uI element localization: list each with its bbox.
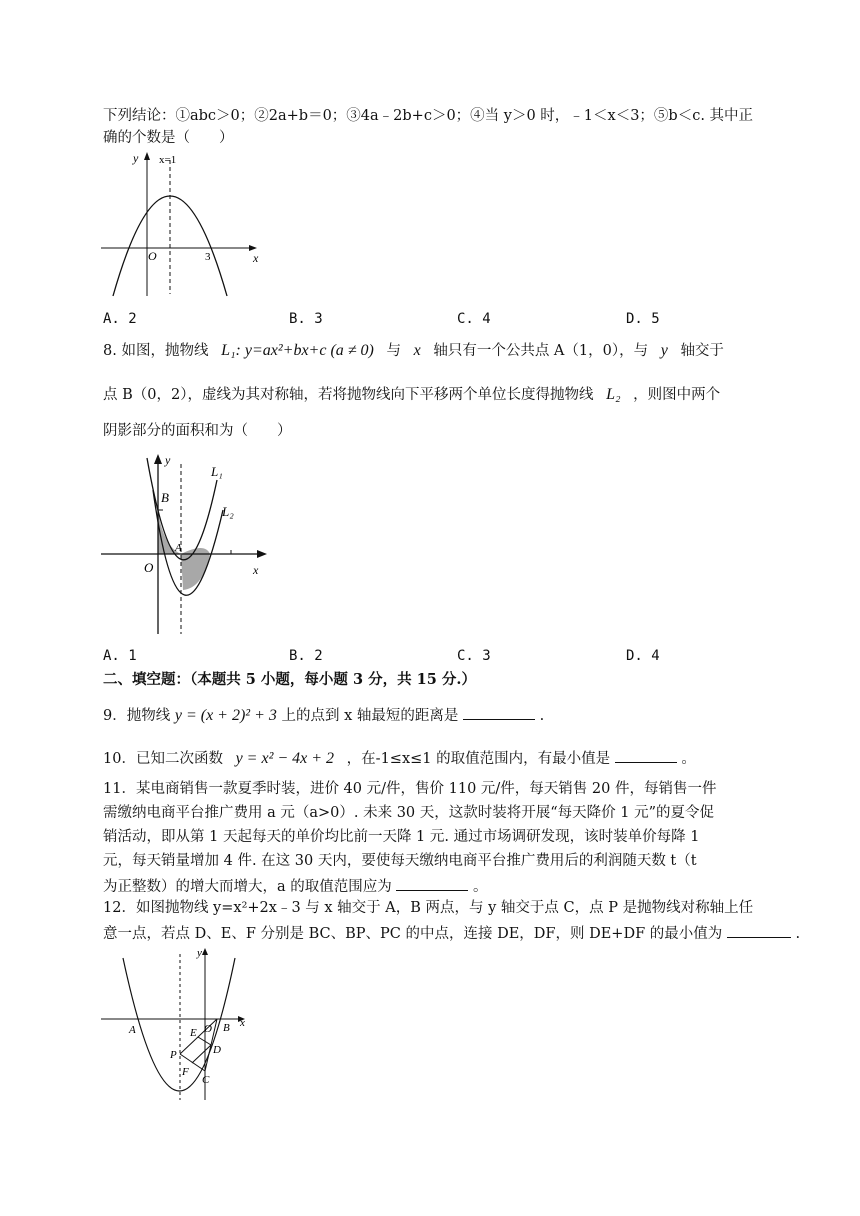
point-d-label: D bbox=[213, 1044, 221, 1056]
point-b-label: B bbox=[223, 1022, 230, 1034]
q7-parabola-graph bbox=[95, 148, 270, 300]
point-p-label: P bbox=[170, 1049, 177, 1061]
section-heading-fill-in: 二、填空题：（本题共 5 小题，每小题 3 分，共 15 分.） bbox=[103, 671, 476, 688]
q8-parabola-graph bbox=[95, 450, 275, 638]
q11-line3: 销活动，即从第 1 天起每天的单价均比前一天降 1 元. 通过市场调研发现，该时装单价每降 1 bbox=[103, 829, 700, 845]
l2-label: L₂ bbox=[222, 504, 234, 519]
parabola-curve bbox=[123, 958, 235, 1091]
q8-statement-line3: 阴影部分的面积和为（ ） bbox=[103, 423, 292, 439]
x-label: x bbox=[240, 1017, 245, 1029]
q11-line1: 11．某电商销售一款夏季时装，进价 40 元/件，售价 110 元/件，每天销售 20 件，每销售一件 bbox=[103, 781, 717, 797]
q9-statement: 9．抛物线 y = (x + 2)² + 3 上的点到 x 轴最短的距离是 . bbox=[103, 704, 544, 726]
q8-option-d: D. 4 bbox=[626, 648, 660, 664]
tick-label: 3 bbox=[205, 251, 211, 263]
origin-label: O bbox=[204, 1023, 212, 1035]
q9-answer-blank[interactable] bbox=[463, 704, 535, 720]
point-c-label: C bbox=[202, 1074, 210, 1086]
q10-equation: y = x² − 4x + 2 bbox=[235, 750, 335, 767]
point-a-label: A bbox=[175, 542, 182, 554]
q7-option-d: D. 5 bbox=[626, 311, 660, 327]
q11-line2: 需缴纳电商平台推广费用 a 元（a>0）. 未来 30 天，这款时装将开展“每天降价 1 元”的夏令促 bbox=[103, 805, 715, 821]
axis-label: x=1 bbox=[159, 154, 177, 166]
q11-line5: 为正整数）的增大而增大，a 的取值范围应为 。 bbox=[103, 875, 487, 897]
y-label: y bbox=[165, 453, 171, 467]
q12-line2: 意一点，若点 D、E、F 分别是 BC、BP、PC 的中点，连接 DE，DF，则 DE+DF 的最小值为 . bbox=[103, 922, 800, 944]
origin-label: O bbox=[144, 560, 154, 575]
segment-df bbox=[192, 1045, 211, 1063]
l1-label: L₁ bbox=[211, 464, 223, 479]
x-label: x bbox=[253, 563, 259, 577]
q10-answer-blank[interactable] bbox=[615, 747, 677, 763]
point-f-label: F bbox=[182, 1066, 189, 1078]
q12-answer-blank[interactable] bbox=[727, 922, 791, 938]
y-axis-arrow bbox=[144, 152, 150, 160]
y-label: y bbox=[133, 151, 139, 165]
q8-option-a: A. 1 bbox=[103, 648, 137, 664]
q11-answer-blank[interactable] bbox=[396, 875, 468, 891]
origin-label: O bbox=[148, 249, 157, 263]
point-a-label: A bbox=[129, 1024, 136, 1036]
q7-statement-line1: 下列结论：①abc＞0；②2a+b＝0；③4a﹣2b+c＞0；④当 y＞0 时，﹣1＜x＜3；⑤b＜c. 其中正 bbox=[103, 108, 754, 124]
y-axis-arrow bbox=[154, 454, 162, 464]
point-e-label: E bbox=[190, 1027, 197, 1039]
q10-statement: 10．已知二次函数 y = x² − 4x + 2 ，在-1≤x≤1 的取值范围内，有最小值是 。 bbox=[103, 747, 696, 769]
q7-statement-line2: 确的个数是（ ） bbox=[103, 130, 234, 146]
q8-parabola-equation: L₁: y=ax²+bx+c (a ≠ 0) bbox=[221, 342, 374, 359]
q11-line4: 元，每天销量增加 4 件. 在这 30 天内，要使每天缴纳电商平台推广费用后的利润随天数 t（t bbox=[103, 853, 697, 869]
q12-parabola-graph bbox=[95, 944, 255, 1102]
point-b-label: B bbox=[161, 490, 169, 505]
q8-statement-line1: 8. 如图，抛物线 L₁: y=ax²+bx+c (a ≠ 0) 与 x 轴只有一个公共点 A（1，0），与 y 轴交于 bbox=[103, 342, 724, 359]
q12-line1: 12．如图抛物线 y=x²+2x﹣3 与 x 轴交于 A，B 两点，与 y 轴交于点 C，点 P 是抛物线对称轴上任 bbox=[103, 900, 754, 916]
q7-option-b: B. 3 bbox=[289, 311, 323, 327]
y-label: y bbox=[197, 947, 202, 959]
q7-option-c: C. 4 bbox=[457, 311, 491, 327]
x-axis-arrow bbox=[257, 550, 267, 558]
q7-option-a: A. 2 bbox=[103, 311, 137, 327]
y-axis-arrow bbox=[202, 948, 208, 955]
q9-equation: y = (x + 2)² + 3 bbox=[174, 707, 277, 724]
q8-option-b: B. 2 bbox=[289, 648, 323, 664]
q8-statement-line2: 点 B（0，2），虚线为其对称轴，若将抛物线向下平移两个单位长度得抛物线 L₂ ，则图中两个 bbox=[103, 386, 721, 403]
q8-option-c: C. 3 bbox=[457, 648, 491, 664]
x-label: x bbox=[253, 251, 259, 265]
